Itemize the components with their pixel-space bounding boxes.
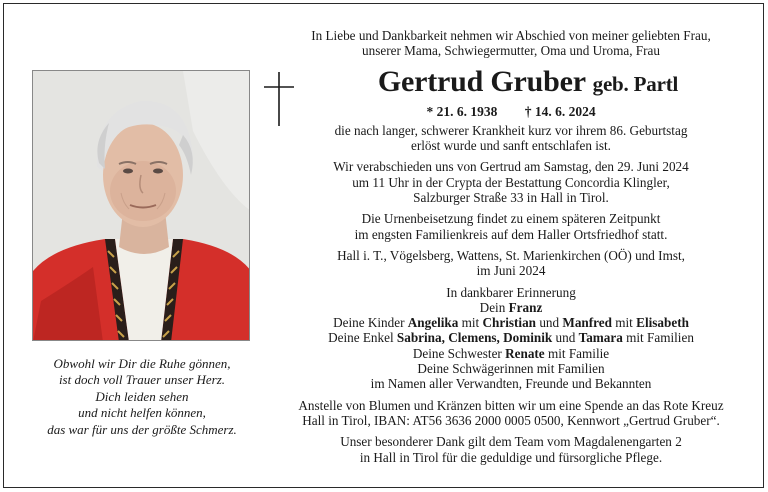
sister-line bbox=[272, 346, 750, 361]
deceased-name bbox=[306, 65, 750, 101]
thanks-line: in Hall in Tirol für die geduldige und fürsorgliche Pflege. bbox=[359, 449, 663, 465]
child-name: Manfred bbox=[562, 315, 612, 331]
funeral-line: Wir verabschieden uns von Gertrud am Samstag, den 29. Juni 2024 bbox=[333, 159, 689, 175]
death-date: † 14. 6. 2024 bbox=[524, 103, 596, 119]
place-date-line: Hall i. T., Vögelsberg, Wattens, St. Marienkirchen (OÖ) und Imst, bbox=[337, 247, 685, 263]
husband-line bbox=[272, 300, 750, 315]
funeral-line: um 11 Uhr in der Crypta der Bestattung Concordia Klingler, bbox=[352, 174, 670, 190]
birth-date: * 21. 6. 1938 bbox=[426, 103, 498, 119]
verse-line: Obwohl wir Dir die Ruhe gönnen, bbox=[53, 356, 231, 371]
connector: mit bbox=[615, 315, 633, 331]
connector: mit Familie bbox=[547, 345, 610, 361]
verse-line: und nicht helfen können, bbox=[78, 405, 206, 421]
child-name: Angelika bbox=[407, 315, 459, 331]
obituary-text bbox=[272, 28, 750, 465]
grandchildren-line bbox=[272, 330, 750, 345]
grandchild-name: Tamara bbox=[578, 330, 623, 346]
children-prefix: Deine Kinder bbox=[333, 315, 405, 331]
husband-name: Franz bbox=[508, 299, 543, 315]
grandchildren-prefix: Deine Enkel bbox=[328, 330, 394, 346]
donation-line: Hall in Tirol, IBAN: AT56 3636 2000 0005 0500, Kennwort „Gertrud Gruber“. bbox=[302, 412, 720, 428]
mourners-intro: In dankbarer Erinnerung bbox=[446, 284, 576, 300]
grandchildren-names: Sabrina, Clemens, Dominik bbox=[396, 330, 553, 346]
urn-line: im engsten Familienkreis auf dem Haller Ortsfriedhof statt. bbox=[354, 226, 668, 242]
connector: und bbox=[539, 315, 560, 331]
husband-prefix: Dein bbox=[479, 299, 506, 315]
portrait-photo bbox=[32, 70, 250, 341]
intro-line: In Liebe und Dankbarkeit nehmen wir Abschied von meiner geliebten Frau, bbox=[311, 28, 711, 43]
all-relatives-line: im Namen aller Verwandten, Freunde und Bekannten bbox=[370, 376, 652, 392]
obituary-card bbox=[3, 3, 764, 488]
life-dates bbox=[272, 104, 750, 119]
child-partner-name: Elisabeth bbox=[636, 315, 689, 331]
sisters-in-law-line: Deine Schwägerinnen mit Familien bbox=[417, 361, 605, 377]
urn-line: Die Urnenbeisetzung findet zu einem späteren Zeitpunkt bbox=[361, 211, 661, 227]
place-date-line: im Juni 2024 bbox=[476, 263, 546, 279]
connector: und bbox=[555, 330, 576, 346]
thanks-line: Unser besonderer Dank gilt dem Team vom Magdalenengarten 2 bbox=[340, 434, 682, 450]
child-partner-name: Christian bbox=[482, 315, 537, 331]
verse-line: Dich leiden sehen bbox=[95, 388, 189, 404]
funeral-line: Salzburger Straße 33 in Hall in Tirol. bbox=[413, 190, 609, 206]
children-line bbox=[272, 315, 750, 330]
sister-name: Renate bbox=[505, 345, 545, 361]
verse-line: ist doch voll Trauer unser Herz. bbox=[58, 372, 226, 388]
sister-prefix: Deine Schwester bbox=[412, 345, 502, 361]
portrait-illustration bbox=[33, 71, 250, 341]
connector: mit Familien bbox=[626, 330, 694, 346]
death-notice-line: die nach langer, schwerer Krankheit kurz vor ihrem 86. Geburtstag bbox=[334, 122, 688, 138]
connector: mit bbox=[461, 315, 480, 331]
memorial-verse bbox=[14, 356, 270, 438]
verse-line: das war für uns der größte Schmerz. bbox=[47, 421, 237, 437]
birth-name: geb. Partl bbox=[592, 71, 679, 96]
intro-line: unserer Mama, Schwiegermutter, Oma und Uroma, Frau bbox=[362, 43, 660, 59]
donation-line: Anstelle von Blumen und Kränzen bitten wir um eine Spende an das Rote Kreuz bbox=[298, 397, 724, 413]
deceased-full-name: Gertrud Gruber bbox=[377, 64, 586, 98]
death-notice-line: erlöst wurde und sanft entschlafen ist. bbox=[411, 138, 611, 154]
